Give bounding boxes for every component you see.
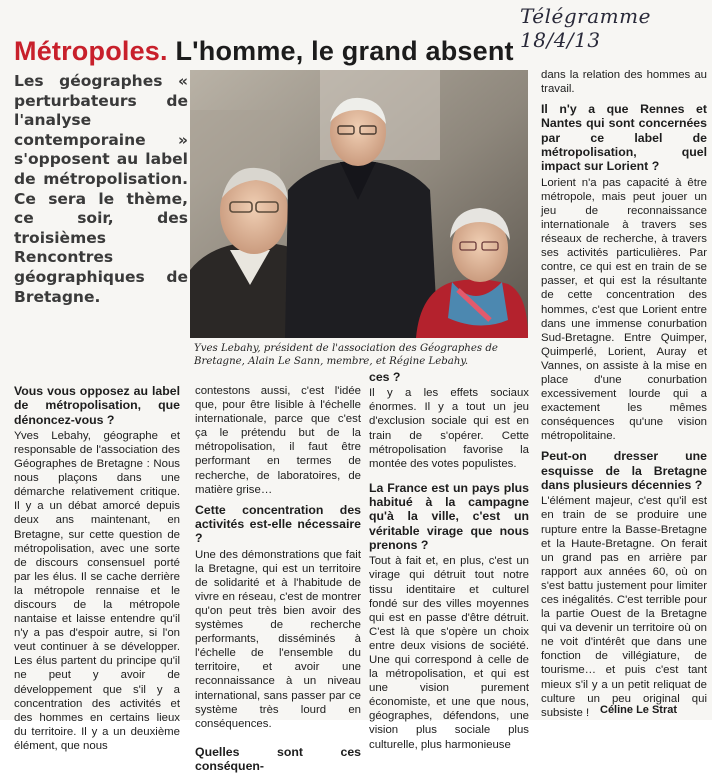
answer-1: Yves Lebahy, géographe et responsable de l'association des Géographes de Bretagne : Nous nous plaçons dans une démarche relativement critique. Il y a un débat amorcé depuis deux ans maintenant, en Bretagne, sur cette question de métropolisation, avec une sorte de discours consensuel porté par les élus. Il se cache derrière la métropole rennaise et le discours de la métropole nantaise et laisse entendre qu'il n'y a pas d'espoir autre, si l'on veut continuer à se développer. Les élus partent du principe qu'il ne peut y avoir de développement que s'il y a concentration des activités et des hommes en certains lieux du territoire. Il y a un deuxième élément, que nous [14,429,180,752]
answer-3: Il y a les effets sociaux énormes. Il y a tout un jeu d'exclusion sociale qui est en train de s'opérer. Cette métropolisation favorise la montée des votes populistes. [369,387,529,470]
column-4 [541,68,707,722]
question-6: Peut-on dresser une esquisse de la Bretagne dans plusieurs décennies ? [541,449,707,493]
question-3-start: Quelles sont ces conséquen- [195,744,361,774]
byline: Céline Le Strat [600,704,678,716]
answer-5: Lorient n'a pas capacité à être métropole, mais peut jouer un jeu de reconnaissance internationale à travers ses réseaux de recherche, à travers ses activités particulières. Par contre, ce qui est en train de se passer, et qui est la résultante de cette concentration des hommes, c'est que Lorient entre dans une immense conurbation Sud-Bretagne. Entre Quimper, Quimperlé, Lorient, Auray et Vannes, on assiste à la mise en place d'une conurbation excessivement lourde qui a exactement les mêmes conséquences qu'une vision métropolitaine. [541,176,707,443]
column-2 [195,384,361,775]
lead-paragraph: Les géographes « perturbateurs de l'analyse contemporaine » s'opposent au label de métropolisation. Ce sera le thème, ce soir, des troisièmes Rencontres géographiques de Bretagne. [14,72,188,306]
answer-6: L'élément majeur, c'est qu'il est en train de se produire une rupture entre la Basse-Bretagne et la Haute-Bretagne. On ferait un grand pas en arrière par rapport aux années 60, où on s'est battu justement pour limiter ces inégalités. C'est terrible pour la partie Ouest de la Bretagne qui va devenir un territoire où on ne voit d'intérêt que dans une fonction de villégiature, de tourisme… et puis c'est tant mieux s'il y a un petit reliquat de culture un peu original qui subsiste ! [541,495,707,719]
answer-4: Tout à fait et, en plus, c'est un virage qui détruit tout notre tissu identitaire et culturel fondé sur des villes moyennes qui est en passe d'être détruit. C'est là que s'opère un choix entre deux visions de société. Une qui correspond à celle de la métropolisation, et qui est une vision purement économiste, et une que nous, géographes, défendons, une vision plus sociale plus culturelle, plus harmonieuse [369,555,529,751]
question-1: Vous vous opposez au label de métropolisation, que dénoncez-vous ? [14,384,180,427]
question-3-end: ces ? [369,370,401,384]
headline [14,36,514,67]
column-3 [369,370,529,754]
article-photo [190,70,528,338]
question-5: Il n'y a que Rennes et Nantes qui sont concernées par ce label de métropolisation, quel impact sur Lorient ? [541,102,707,174]
question-4: La France est un pays plus habitué à la campagne qu'à la ville, c'est un véritable virage que nous prenons ? [369,480,529,553]
answer-2: Une des démonstrations que fait la Bretagne, qui est un territoire de solidarité et à l'habitude de vivre en réseau, c'est de montrer qu'on peut très bien avoir des systèmes de recherche performants, disséminés à l'échelle de l'ensemble du territoire, et avoir une reconnaissance à un niveau international, sans passer par ce système très lourd en conséquences. [195,548,361,730]
headline-kicker: Métropoles. [14,36,168,66]
headline-title: L'homme, le grand absent [175,36,514,66]
photo-caption: Yves Lebahy, président de l'association des Géographes de Bretagne, Alain Le Sann, membre, et Régine Lebahy. [194,343,498,367]
question-2: Cette concentration des activités est-elle nécessaire ? [195,502,361,546]
handwritten-source-note: Télégramme 18/4/13 [520,4,651,52]
photo-illustration [190,70,528,338]
answer-1-continued: contestons aussi, c'est l'idée que, pour être lisible à l'échelle internationale, parce que c'est ça le prétendu but de la métropolisation, il faut être performant en termes de recherche, de laboratoires, de matière grise… [195,385,361,496]
answer-4-continued: dans la relation des hommes au travail. [541,69,707,96]
column-1 [14,384,180,755]
